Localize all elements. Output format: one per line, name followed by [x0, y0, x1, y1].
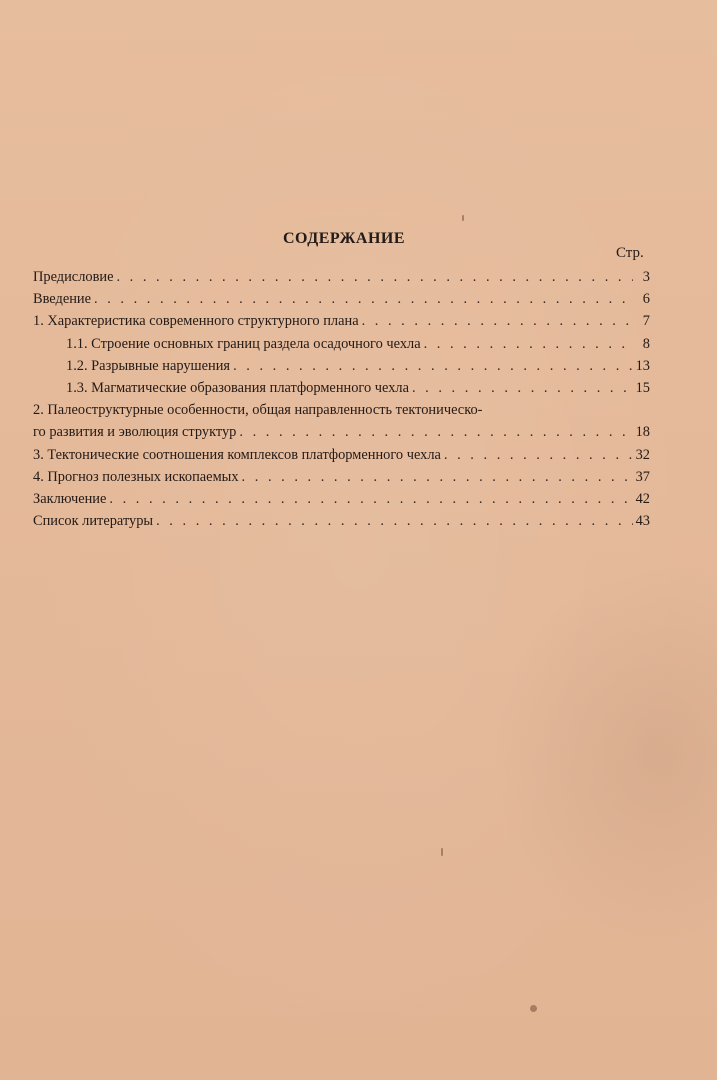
table-of-contents	[33, 270, 650, 536]
toc-entry-page: 37	[635, 468, 650, 485]
toc-entry-page: 18	[635, 424, 650, 441]
toc-entry-first-line	[33, 403, 650, 425]
dot-leader	[233, 359, 633, 373]
toc-entry-label-line1: 2. Палеоструктурные особенности, общая направленность тектоническо-	[33, 402, 483, 419]
dot-leader	[412, 381, 633, 395]
toc-entry	[33, 448, 650, 470]
toc-entry-label-line2: го развития и эволюция структур	[33, 424, 237, 441]
dot-leader	[444, 448, 633, 462]
toc-entry	[33, 470, 650, 492]
toc-entry-label: 3. Тектонические соотношения комплексов платформенного чехла	[33, 446, 441, 463]
toc-title: СОДЕРЖАНИЕ	[282, 230, 406, 247]
toc-entry-page: 7	[642, 313, 650, 330]
toc-entry	[33, 514, 650, 536]
page-column-header: Стр.	[616, 245, 644, 261]
toc-entry	[33, 492, 650, 514]
toc-subentry	[33, 381, 650, 403]
toc-entry-label: Предисловие	[33, 269, 114, 285]
paper-speck	[530, 1005, 537, 1012]
toc-entry	[33, 292, 650, 314]
toc-entry-label: Введение	[33, 291, 92, 308]
toc-entry-label: 1.2. Разрывные нарушения	[66, 357, 231, 374]
dot-leader	[109, 492, 632, 506]
toc-entry-page: 15	[635, 379, 650, 396]
dot-leader	[424, 337, 633, 351]
toc-entry-page: 8	[642, 335, 650, 352]
toc-subentry	[33, 337, 650, 359]
dot-leader	[362, 314, 633, 328]
toc-entry-label: Список литературы	[33, 513, 154, 530]
toc-entry-page: 6	[642, 291, 650, 308]
toc-entry	[33, 425, 650, 447]
paper-speck	[441, 848, 443, 856]
toc-entry-page: 13	[635, 357, 650, 374]
toc-entry-page: 3	[642, 269, 650, 285]
dot-leader	[242, 470, 633, 484]
toc-entry-page: 32	[635, 446, 650, 463]
toc-entry-page: 43	[635, 513, 650, 530]
dot-leader	[239, 425, 632, 439]
dot-leader	[116, 270, 633, 284]
toc-entry-label: 1. Характеристика современного структурного плана	[33, 313, 359, 330]
toc-entry-label: 1.1. Строение основных границ раздела осадочного чехла	[66, 335, 421, 352]
toc-entry-page: 42	[635, 490, 650, 507]
dot-leader	[156, 514, 633, 528]
dot-leader	[94, 292, 633, 306]
paper-speck	[462, 215, 464, 221]
toc-entry-label: 4. Прогноз полезных ископаемых	[33, 468, 239, 485]
toc-entry-label: Заключение	[33, 490, 107, 507]
toc-entry	[33, 270, 650, 292]
toc-subentry	[33, 359, 650, 381]
toc-entry-label: 1.3. Магматические образования платформенного чехла	[66, 379, 409, 396]
toc-entry	[33, 314, 650, 336]
